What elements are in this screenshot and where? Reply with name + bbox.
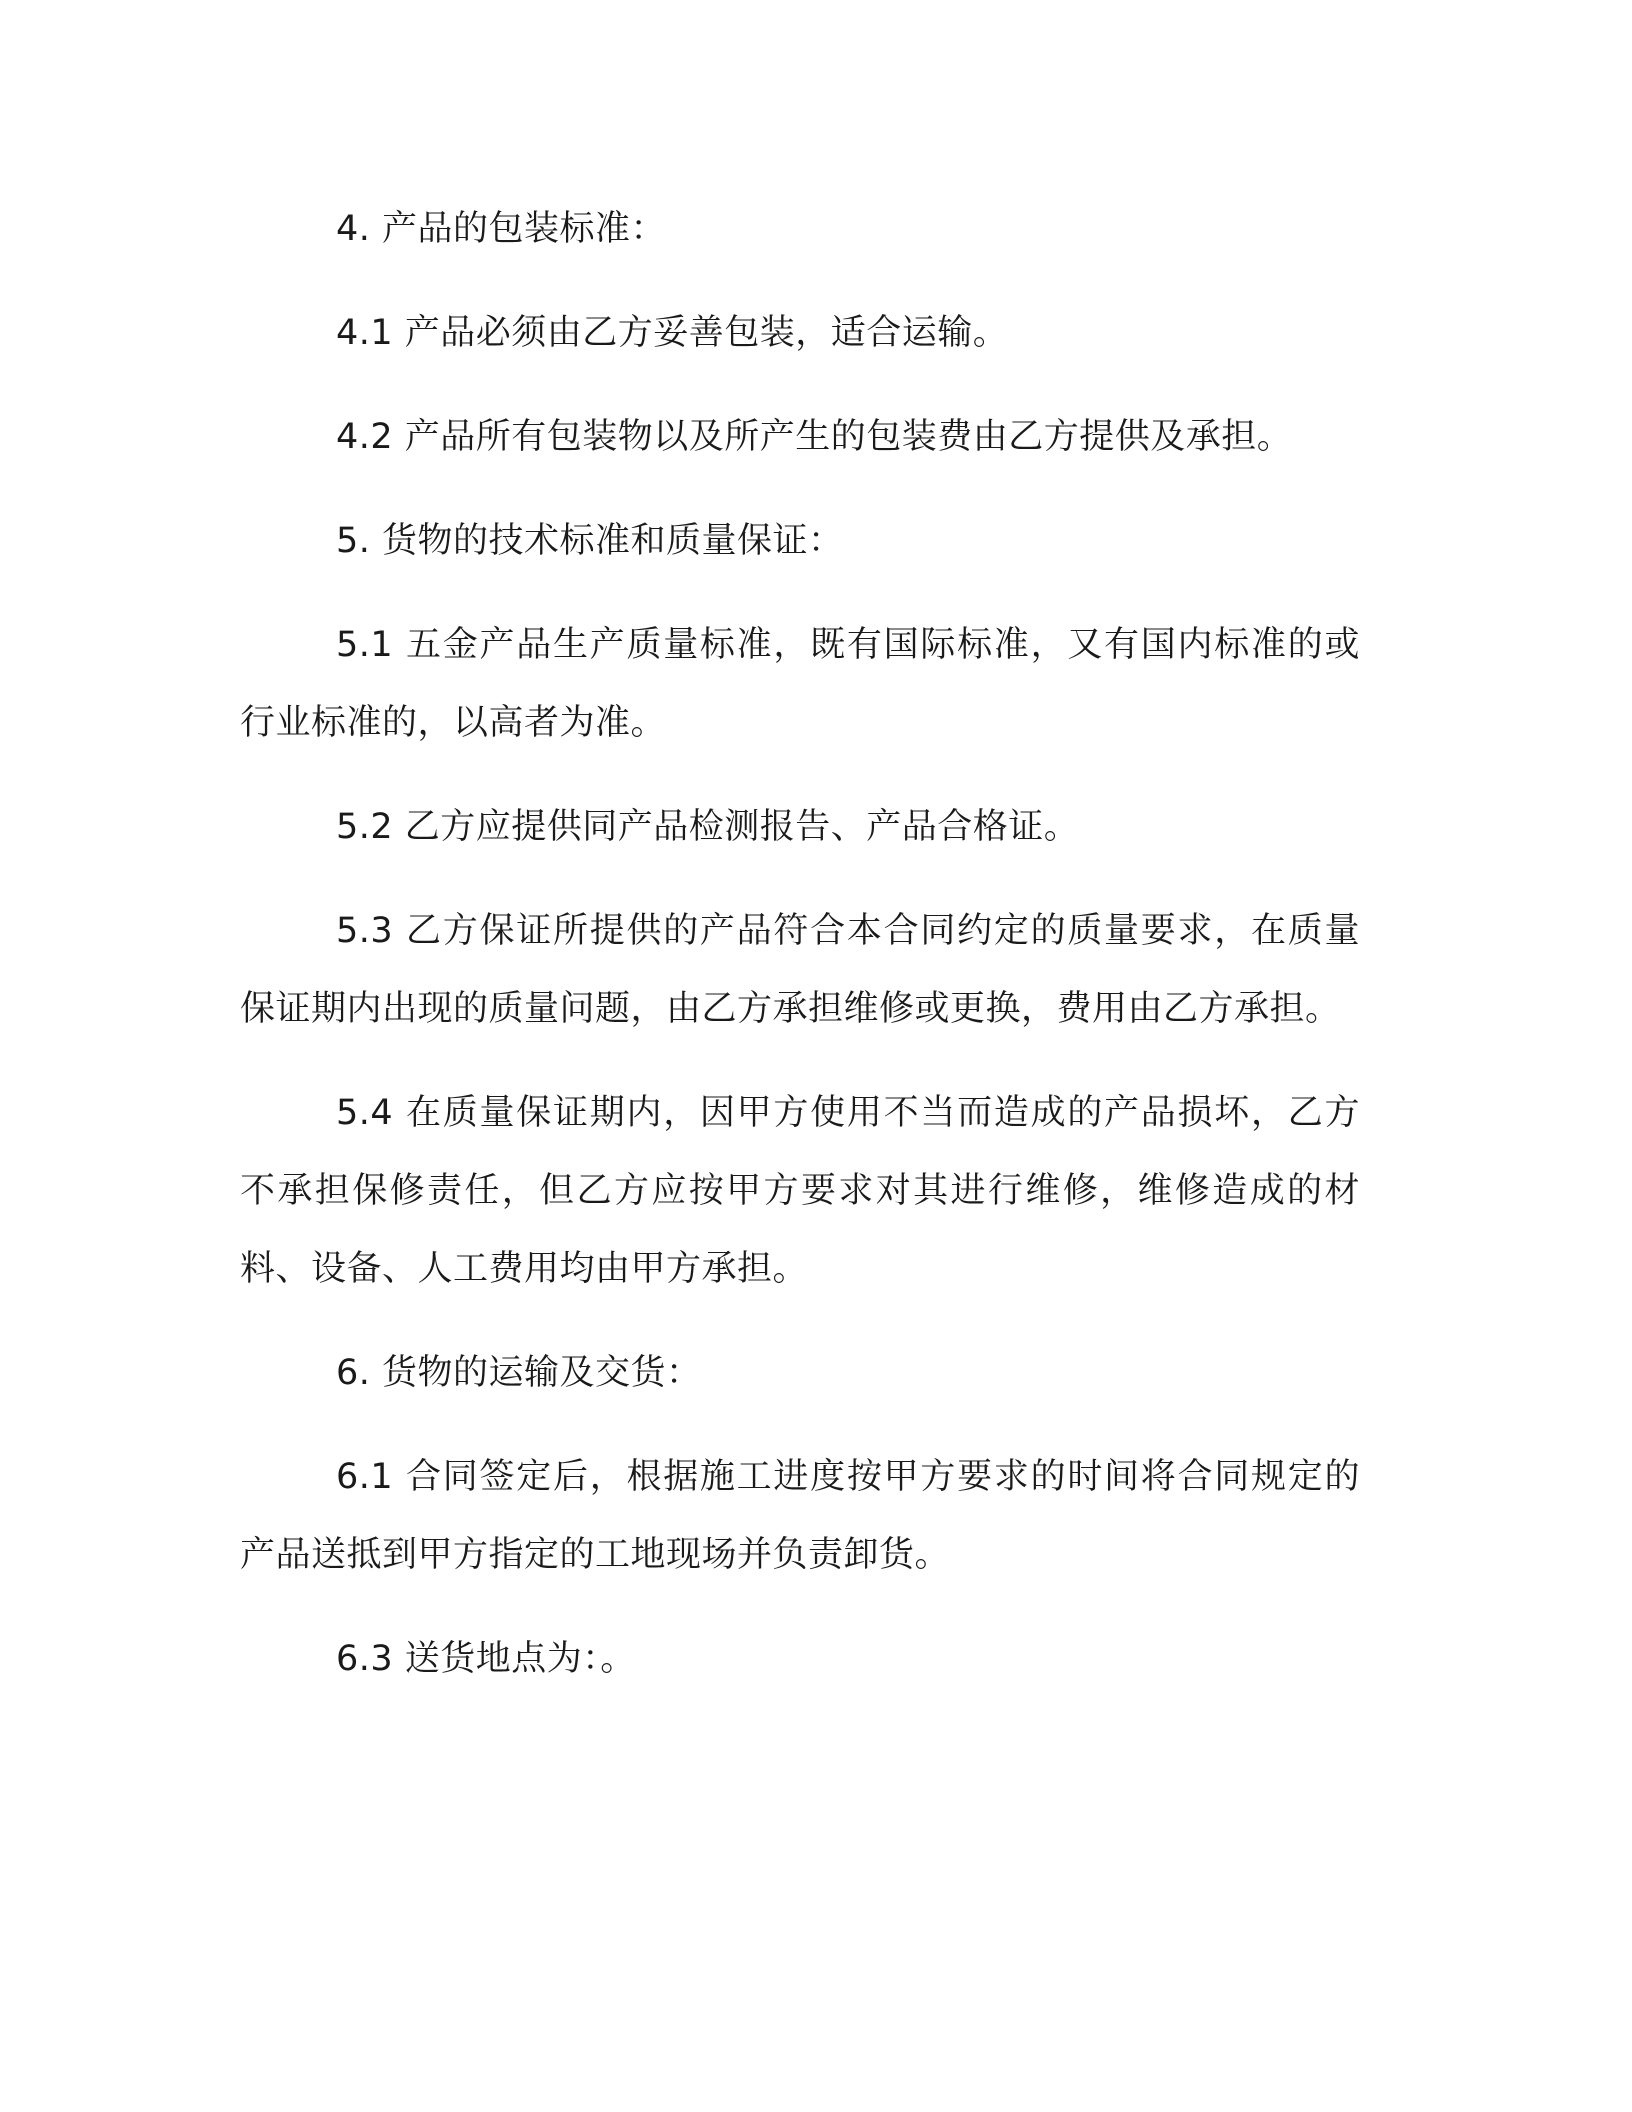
paragraph-gap bbox=[240, 1412, 1360, 1438]
paragraph-5-1: 5.1 五金产品生产质量标准，既有国际标准，又有国内标准的或行业标准的，以高者为准。 bbox=[240, 625, 1360, 743]
paragraph-gap bbox=[240, 580, 1360, 606]
paragraph-4-heading: 4. 产品的包装标准： bbox=[336, 209, 667, 249]
paragraph-gap bbox=[240, 476, 1360, 502]
paragraph-5-4: 5.4 在质量保证期内，因甲方使用不当而造成的产品损坏，乙方不承担保修责任，但乙方应按甲方要求对其进行维修，维修造成的材料、设备、人工费用均由甲方承担。 bbox=[240, 1093, 1360, 1289]
paragraph-5-3: 5.3 乙方保证所提供的产品符合本合同约定的质量要求，在质量保证期内出现的质量问题，由乙方承担维修或更换，费用由乙方承担。 bbox=[240, 911, 1360, 1029]
paragraph-6-3: 6.3 送货地点为：。 bbox=[336, 1639, 636, 1679]
paragraph-4-1: 4.1 产品必须由乙方妥善包装，适合运输。 bbox=[336, 313, 1009, 353]
paragraph-6-1: 6.1 合同签定后，根据施工进度按甲方要求的时间将合同规定的产品送抵到甲方指定的工地现场并负责卸货。 bbox=[240, 1457, 1360, 1575]
paragraph-6-heading: 6. 货物的运输及交货： bbox=[336, 1353, 702, 1393]
paragraph-4-2: 4.2 产品所有包装物以及所产生的包装费由乙方提供及承担。 bbox=[336, 417, 1293, 457]
paragraph-gap bbox=[240, 866, 1360, 892]
paragraph-5-2: 5.2 乙方应提供同产品检测报告、产品合格证。 bbox=[336, 807, 1080, 847]
paragraph-gap bbox=[240, 1594, 1360, 1620]
paragraph-gap bbox=[240, 372, 1360, 398]
document-body bbox=[240, 190, 1360, 1698]
paragraph-gap bbox=[240, 1048, 1360, 1074]
paragraph-gap bbox=[240, 762, 1360, 788]
paragraph-5-heading: 5. 货物的技术标准和质量保证： bbox=[336, 521, 844, 561]
paragraph-gap bbox=[240, 1308, 1360, 1334]
paragraph-gap bbox=[240, 268, 1360, 294]
